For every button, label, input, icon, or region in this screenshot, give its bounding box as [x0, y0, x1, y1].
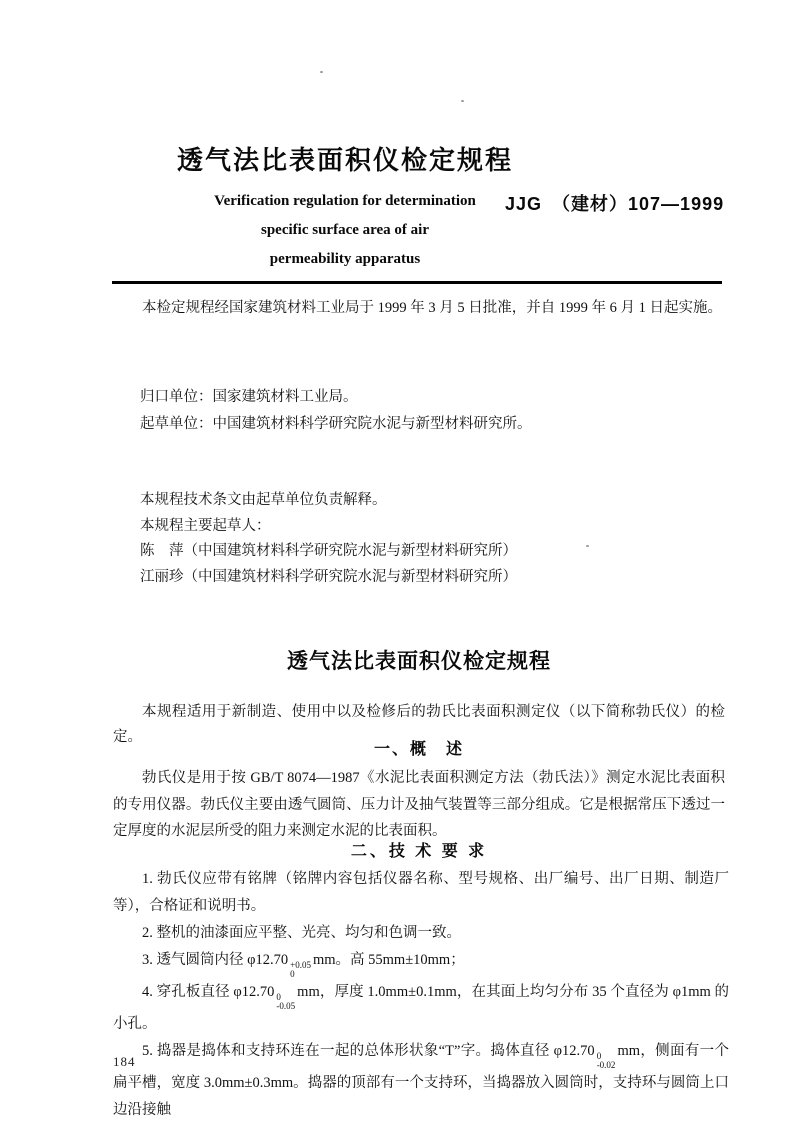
- tolerance-stack: 0 -0.05: [276, 992, 296, 1011]
- section-2-heading: 二、技 术 要 求: [350, 843, 488, 860]
- tech-item: 1. 勃氏仪应带有铭牌（铭牌内容包括仪器名称、型号规格、出厂编号、出厂日期、制造厂等），合格证和说明书。: [113, 871, 729, 914]
- interpretation-line: 本规程技术条文由起草单位负责解释。: [140, 492, 387, 508]
- document-title-cn: 透气法比表面积仪检定规程: [176, 145, 513, 175]
- tech-item: 3. 透气圆筒内径 φ12.70 +0.05 0 mm。高 55mm±10mm；: [142, 952, 465, 979]
- page-number: 184: [113, 1054, 136, 1069]
- document-title-en-line-2: specific surface area of air: [261, 222, 429, 238]
- scan-speck: [586, 545, 589, 547]
- document-title-en-line-3: permeability apparatus: [269, 251, 421, 267]
- header-title-block: [165, 140, 525, 274]
- document-title-en-line-1: Verification regulation for determination: [214, 193, 476, 209]
- main-body-title: 透气法比表面积仪检定规程: [287, 650, 551, 673]
- centralized-unit-line: 归口单位：国家建筑材料工业局。: [140, 389, 358, 405]
- scan-speck: [461, 100, 464, 102]
- drafter-line: 陈 萍（中国建筑材料科学研究院水泥与新型材料研究所）: [140, 543, 517, 559]
- header-divider-rule: [112, 281, 722, 284]
- scope-paragraph: 本规程适用于新制造、使用中以及检修后的勃氏比表面积测定仪（以下简称勃氏仪）的检定。: [113, 704, 725, 745]
- drafters-label: 本规程主要起草人：: [140, 517, 271, 534]
- responsible-units-block: [140, 384, 720, 438]
- tolerance-stack: 0 -0.02: [596, 1051, 616, 1070]
- document-number: JJG （建材）107—1999: [505, 194, 725, 214]
- section-1-heading: 一、概 述: [373, 741, 464, 758]
- tech-item: 4. 穿孔板直径 φ12.70 0 -0.05 mm，厚度 1.0mm±0.1mm，在其面上均匀分布 35 个直径为 φ1mm 的小孔。: [113, 984, 729, 1032]
- scan-speck: [320, 71, 323, 73]
- tech-item: 2. 整机的油漆面应平整、光亮、均匀和色调一致。: [142, 925, 461, 941]
- tolerance-stack: +0.05 0: [290, 960, 311, 979]
- approval-statement: 本检定规程经国家建筑材料工业局于 1999 年 3 月 5 日批准，并自 1999 年 6 月 1 日起实施。: [142, 300, 722, 316]
- drafter-line: 江丽珍（中国建筑材料科学研究院水泥与新型材料研究所）: [140, 568, 517, 585]
- drafting-unit-line: 起草单位：中国建筑材料科学研究院水泥与新型材料研究所。: [140, 416, 532, 432]
- tech-item: 5. 捣器是捣体和支持环连在一起的总体形状象“T”字。捣体直径 φ12.70 0 -0.02 mm，侧面有一个扁平槽，宽度 3.0mm±0.3mm。捣器的顶部有一个支持环，当捣器放入圆筒时，支持环与圆筒上口边沿接触: [113, 1043, 729, 1118]
- section-1-paragraph: 勃氏仪是用于按 GB/T 8074—1987《水泥比表面积测定方法（勃氏法）》测定水泥比表面积的专用仪器。勃氏仪主要由透气圆筒、压力计及抽气装置等三部分组成。它是根据常压下透过一定厚度的水泥层所受的阻力来测定水泥的比表面积。: [113, 770, 725, 839]
- interpretation-block: [140, 488, 720, 590]
- tech-items: [113, 866, 729, 1124]
